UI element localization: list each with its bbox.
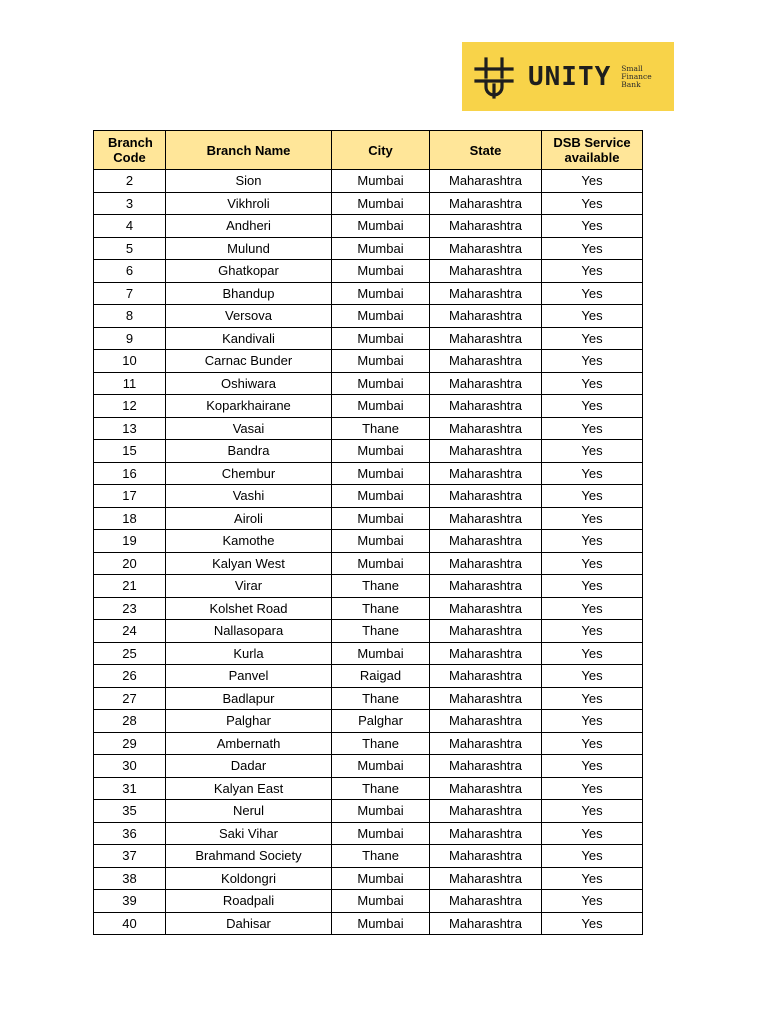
city-cell: Thane (332, 687, 430, 710)
branch-code-cell: 8 (94, 305, 166, 328)
dsb-service-cell: Yes (542, 867, 643, 890)
state-cell: Maharashtra (430, 237, 542, 260)
branch-code-cell: 15 (94, 440, 166, 463)
city-cell: Mumbai (332, 440, 430, 463)
branch-code-cell: 27 (94, 687, 166, 710)
table-row (94, 800, 643, 823)
city-cell: Mumbai (332, 800, 430, 823)
branch-name-cell: Mulund (166, 237, 332, 260)
dsb-service-cell: Yes (542, 552, 643, 575)
branch-code-cell: 9 (94, 327, 166, 350)
city-cell: Thane (332, 620, 430, 643)
branch-code-cell: 10 (94, 350, 166, 373)
dsb-service-cell: Yes (542, 845, 643, 868)
dsb-service-cell: Yes (542, 822, 643, 845)
dsb-service-cell: Yes (542, 575, 643, 598)
table-row (94, 912, 643, 935)
state-cell: Maharashtra (430, 890, 542, 913)
table-row (94, 552, 643, 575)
branch-code-cell: 35 (94, 800, 166, 823)
state-cell: Maharashtra (430, 575, 542, 598)
branch-code-cell: 39 (94, 890, 166, 913)
branch-name-cell: Kalyan West (166, 552, 332, 575)
state-cell: Maharashtra (430, 530, 542, 553)
branch-name-cell: Sion (166, 170, 332, 193)
branch-table (93, 130, 643, 935)
state-cell: Maharashtra (430, 260, 542, 283)
branch-code-cell: 19 (94, 530, 166, 553)
branch-code-cell: 36 (94, 822, 166, 845)
branch-code-cell: 29 (94, 732, 166, 755)
state-cell: Maharashtra (430, 777, 542, 800)
state-cell: Maharashtra (430, 350, 542, 373)
branch-name-cell: Kandivali (166, 327, 332, 350)
table-row (94, 372, 643, 395)
table-row (94, 822, 643, 845)
branch-code-cell: 3 (94, 192, 166, 215)
logo-tagline (621, 65, 651, 89)
city-cell: Thane (332, 575, 430, 598)
branch-code-cell: 16 (94, 462, 166, 485)
table-row (94, 710, 643, 733)
branch-code-cell: 24 (94, 620, 166, 643)
city-cell: Mumbai (332, 282, 430, 305)
branch-code-cell: 25 (94, 642, 166, 665)
table-row (94, 665, 643, 688)
table-row (94, 642, 643, 665)
branch-code-cell: 30 (94, 755, 166, 778)
branch-code-cell: 4 (94, 215, 166, 238)
city-cell: Palghar (332, 710, 430, 733)
city-cell: Mumbai (332, 170, 430, 193)
state-cell: Maharashtra (430, 687, 542, 710)
dsb-service-cell: Yes (542, 170, 643, 193)
city-cell: Mumbai (332, 530, 430, 553)
city-cell: Mumbai (332, 305, 430, 328)
branch-code-cell: 11 (94, 372, 166, 395)
state-cell: Maharashtra (430, 282, 542, 305)
branch-code-cell: 31 (94, 777, 166, 800)
dsb-service-cell: Yes (542, 620, 643, 643)
table-body (94, 170, 643, 935)
city-cell: Mumbai (332, 215, 430, 238)
branch-name-cell: Chembur (166, 462, 332, 485)
branch-code-cell: 12 (94, 395, 166, 418)
table-row (94, 867, 643, 890)
dsb-service-cell: Yes (542, 350, 643, 373)
city-cell: Mumbai (332, 462, 430, 485)
branch-name-cell: Saki Vihar (166, 822, 332, 845)
branch-name-cell: Kalyan East (166, 777, 332, 800)
city-cell: Mumbai (332, 912, 430, 935)
branch-name-cell: Ghatkopar (166, 260, 332, 283)
state-cell: Maharashtra (430, 597, 542, 620)
column-header-branch-code: Branch Code (94, 131, 166, 170)
table-row (94, 260, 643, 283)
state-cell: Maharashtra (430, 417, 542, 440)
branch-name-cell: Kamothe (166, 530, 332, 553)
dsb-service-cell: Yes (542, 687, 643, 710)
branch-name-cell: Bhandup (166, 282, 332, 305)
dsb-service-cell: Yes (542, 912, 643, 935)
dsb-service-cell: Yes (542, 732, 643, 755)
dsb-service-cell: Yes (542, 755, 643, 778)
dsb-service-cell: Yes (542, 372, 643, 395)
table-row (94, 440, 643, 463)
city-cell: Mumbai (332, 552, 430, 575)
header-row (94, 131, 643, 170)
branch-name-cell: Dadar (166, 755, 332, 778)
dsb-service-cell: Yes (542, 800, 643, 823)
city-cell: Mumbai (332, 507, 430, 530)
table-row (94, 192, 643, 215)
table-row (94, 215, 643, 238)
state-cell: Maharashtra (430, 395, 542, 418)
table-header (94, 131, 643, 170)
branch-name-cell: Carnac Bunder (166, 350, 332, 373)
dsb-service-cell: Yes (542, 327, 643, 350)
city-cell: Thane (332, 777, 430, 800)
table-row (94, 890, 643, 913)
state-cell: Maharashtra (430, 732, 542, 755)
state-cell: Maharashtra (430, 620, 542, 643)
column-header-city: City (332, 131, 430, 170)
dsb-service-cell: Yes (542, 305, 643, 328)
table-row (94, 170, 643, 193)
branch-code-cell: 2 (94, 170, 166, 193)
dsb-service-cell: Yes (542, 665, 643, 688)
state-cell: Maharashtra (430, 462, 542, 485)
branch-name-cell: Bandra (166, 440, 332, 463)
city-cell: Mumbai (332, 327, 430, 350)
column-header-state: State (430, 131, 542, 170)
state-cell: Maharashtra (430, 665, 542, 688)
branch-code-cell: 5 (94, 237, 166, 260)
table-row (94, 597, 643, 620)
branch-code-cell: 23 (94, 597, 166, 620)
dsb-service-cell: Yes (542, 417, 643, 440)
state-cell: Maharashtra (430, 192, 542, 215)
city-cell: Thane (332, 845, 430, 868)
branch-code-cell: 40 (94, 912, 166, 935)
city-cell: Mumbai (332, 642, 430, 665)
state-cell: Maharashtra (430, 845, 542, 868)
city-cell: Mumbai (332, 192, 430, 215)
branch-name-cell: Oshiwara (166, 372, 332, 395)
table-row (94, 237, 643, 260)
table-row (94, 327, 643, 350)
branch-name-cell: Airoli (166, 507, 332, 530)
branch-name-cell: Vasai (166, 417, 332, 440)
city-cell: Mumbai (332, 755, 430, 778)
logo-tagline-line: Bank (621, 79, 641, 89)
logo-tagline-line: Finance (621, 71, 652, 81)
dsb-service-cell: Yes (542, 890, 643, 913)
state-cell: Maharashtra (430, 642, 542, 665)
city-cell: Mumbai (332, 395, 430, 418)
table-row (94, 350, 643, 373)
branch-name-cell: Koldongri (166, 867, 332, 890)
state-cell: Maharashtra (430, 912, 542, 935)
table-row (94, 530, 643, 553)
branch-name-cell: Vashi (166, 485, 332, 508)
dsb-service-cell: Yes (542, 597, 643, 620)
city-cell: Mumbai (332, 260, 430, 283)
branch-code-cell: 38 (94, 867, 166, 890)
city-cell: Mumbai (332, 867, 430, 890)
city-cell: Mumbai (332, 890, 430, 913)
branch-code-cell: 26 (94, 665, 166, 688)
logo-tagline-line: Small (621, 63, 643, 73)
branch-code-cell: 13 (94, 417, 166, 440)
dsb-service-cell: Yes (542, 462, 643, 485)
logo-wordmark: UNITY (528, 61, 612, 92)
dsb-service-cell: Yes (542, 215, 643, 238)
branch-name-cell: Andheri (166, 215, 332, 238)
dsb-service-cell: Yes (542, 282, 643, 305)
city-cell: Thane (332, 597, 430, 620)
dsb-service-cell: Yes (542, 260, 643, 283)
table-row (94, 485, 643, 508)
city-cell: Mumbai (332, 350, 430, 373)
table-row (94, 282, 643, 305)
branch-name-cell: Virar (166, 575, 332, 598)
state-cell: Maharashtra (430, 822, 542, 845)
state-cell: Maharashtra (430, 867, 542, 890)
branch-code-cell: 21 (94, 575, 166, 598)
table-row (94, 395, 643, 418)
branch-name-cell: Vikhroli (166, 192, 332, 215)
branch-name-cell: Panvel (166, 665, 332, 688)
table-row (94, 417, 643, 440)
branch-name-cell: Brahmand Society (166, 845, 332, 868)
dsb-service-cell: Yes (542, 440, 643, 463)
table-row (94, 507, 643, 530)
branch-name-cell: Versova (166, 305, 332, 328)
table-row (94, 462, 643, 485)
branch-name-cell: Kurla (166, 642, 332, 665)
branch-code-cell: 18 (94, 507, 166, 530)
dsb-service-cell: Yes (542, 530, 643, 553)
dsb-service-cell: Yes (542, 485, 643, 508)
state-cell: Maharashtra (430, 710, 542, 733)
branch-name-cell: Ambernath (166, 732, 332, 755)
city-cell: Mumbai (332, 822, 430, 845)
dsb-service-cell: Yes (542, 642, 643, 665)
dsb-service-cell: Yes (542, 237, 643, 260)
city-cell: Raigad (332, 665, 430, 688)
city-cell: Mumbai (332, 372, 430, 395)
branch-name-cell: Koparkhairane (166, 395, 332, 418)
branch-code-cell: 28 (94, 710, 166, 733)
city-cell: Thane (332, 732, 430, 755)
state-cell: Maharashtra (430, 800, 542, 823)
dsb-service-cell: Yes (542, 507, 643, 530)
state-cell: Maharashtra (430, 170, 542, 193)
branch-code-cell: 37 (94, 845, 166, 868)
dsb-service-cell: Yes (542, 192, 643, 215)
branch-name-cell: Dahisar (166, 912, 332, 935)
table-row (94, 845, 643, 868)
table-row (94, 305, 643, 328)
branch-name-cell: Kolshet Road (166, 597, 332, 620)
branch-name-cell: Palghar (166, 710, 332, 733)
state-cell: Maharashtra (430, 507, 542, 530)
column-header-branch-name: Branch Name (166, 131, 332, 170)
table-row (94, 755, 643, 778)
state-cell: Maharashtra (430, 755, 542, 778)
branch-name-cell: Nallasopara (166, 620, 332, 643)
dsb-service-cell: Yes (542, 710, 643, 733)
state-cell: Maharashtra (430, 215, 542, 238)
dsb-service-cell: Yes (542, 395, 643, 418)
state-cell: Maharashtra (430, 440, 542, 463)
state-cell: Maharashtra (430, 327, 542, 350)
branch-code-cell: 17 (94, 485, 166, 508)
column-header-dsb-service: DSB Service available (542, 131, 643, 170)
branch-code-cell: 6 (94, 260, 166, 283)
state-cell: Maharashtra (430, 485, 542, 508)
table-row (94, 575, 643, 598)
branch-code-cell: 20 (94, 552, 166, 575)
table-row (94, 732, 643, 755)
state-cell: Maharashtra (430, 372, 542, 395)
unity-monogram-icon (472, 55, 516, 99)
city-cell: Mumbai (332, 485, 430, 508)
bank-logo (462, 42, 674, 111)
state-cell: Maharashtra (430, 552, 542, 575)
table-row (94, 687, 643, 710)
table-row (94, 777, 643, 800)
branch-name-cell: Roadpali (166, 890, 332, 913)
branch-code-cell: 7 (94, 282, 166, 305)
dsb-service-cell: Yes (542, 777, 643, 800)
table-row (94, 620, 643, 643)
city-cell: Mumbai (332, 237, 430, 260)
branch-name-cell: Badlapur (166, 687, 332, 710)
branch-name-cell: Nerul (166, 800, 332, 823)
city-cell: Thane (332, 417, 430, 440)
state-cell: Maharashtra (430, 305, 542, 328)
